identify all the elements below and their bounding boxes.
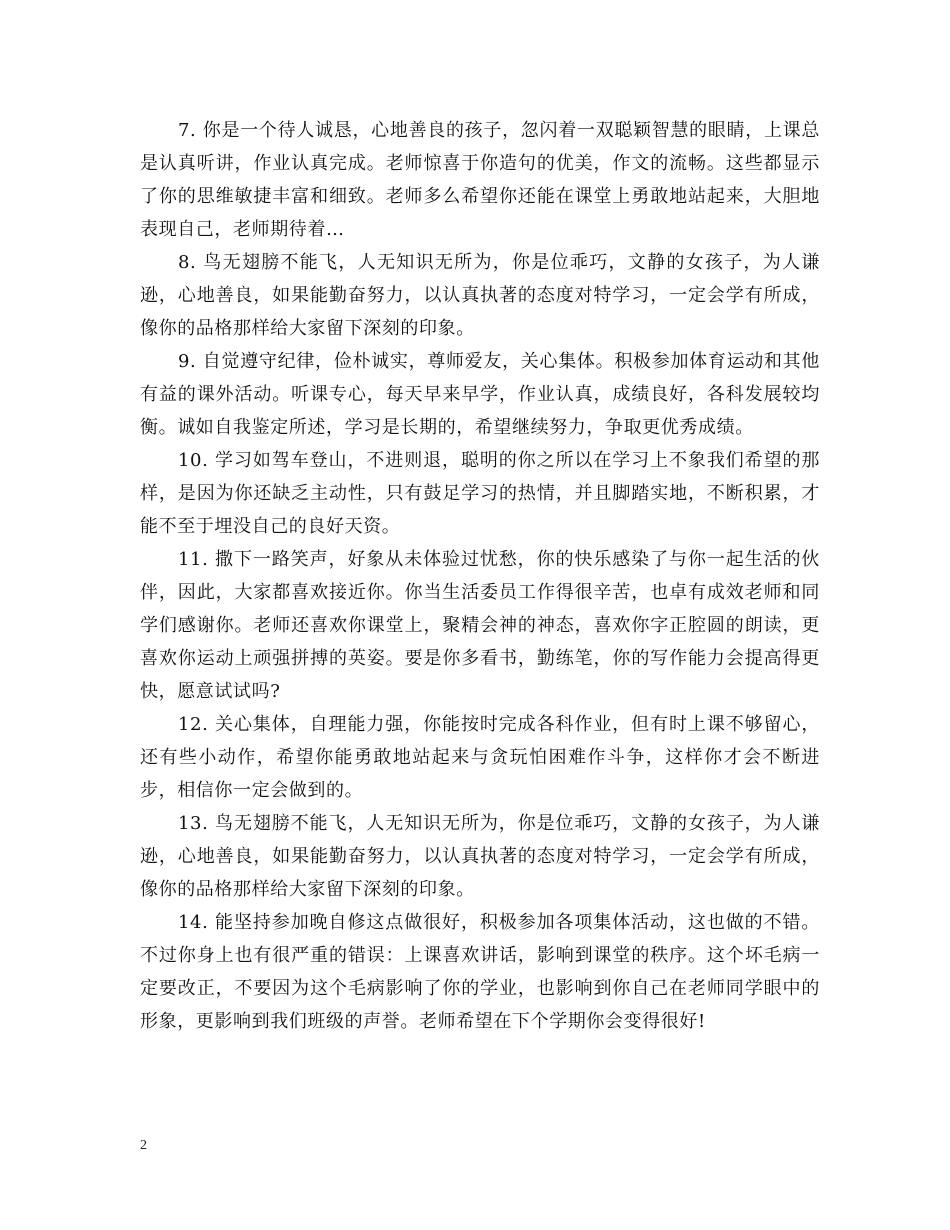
document-body [140, 114, 820, 1038]
comment-paragraph-10: 10. 学习如驾车登山，不进则退，聪明的你之所以在学习上不象我们希望的那样，是因为你还缺乏主动性，只有鼓足学习的热情，并且脚踏实地，不断积累，才能不至于埋没自己的良好天资。 [140, 450, 820, 537]
comment-paragraph-14: 14. 能坚持参加晚自修这点做很好，积极参加各项集体活动，这也做的不错。不过你身上也有很严重的错误：上课喜欢讲话，影响到课堂的秩序。这个坏毛病一定要改正，不要因为这个毛病影响了你的学业，也影响到你自己在老师同学眼中的形象，更影响到我们班级的声誉。老师希望在下个学期你会变得很好! [140, 912, 820, 1032]
comment-paragraph-12: 12. 关心集体，自理能力强，你能按时完成各科作业，但有时上课不够留心，还有些小动作，希望你能勇敢地站起来与贪玩怕困难作斗争，这样你才会不断进步，相信你一定会做到的。 [140, 714, 820, 801]
comment-paragraph-8: 8. 鸟无翅膀不能飞，人无知识无所为，你是位乖巧，文静的女孩子，为人谦逊，心地善良，如果能勤奋努力，以认真执著的态度对特学习，一定会学有所成，像你的品格那样给大家留下深刻的印象。 [140, 252, 820, 339]
comment-paragraph-7: 7. 你是一个待人诚恳，心地善良的孩子，忽闪着一双聪颖智慧的眼睛，上课总是认真听讲，作业认真完成。老师惊喜于你造句的优美，作文的流畅。这些都显示了你的思维敏捷丰富和细致。老师多么希望你还能在课堂上勇敢地站起来，大胆地表现自己，老师期待着… [140, 120, 820, 240]
comment-paragraph-13: 13. 鸟无翅膀不能飞，人无知识无所为，你是位乖巧，文静的女孩子，为人谦逊，心地善良，如果能勤奋努力，以认真执著的态度对特学习，一定会学有所成，像你的品格那样给大家留下深刻的印象。 [140, 813, 820, 900]
comment-paragraph-9: 9. 自觉遵守纪律，俭朴诚实，尊师爱友，关心集体。积极参加体育运动和其他有益的课外活动。听课专心，每天早来早学，作业认真，成绩良好，各科发展较均衡。诚如自我鉴定所述，学习是长期的，希望继续努力，争取更优秀成绩。 [140, 351, 820, 438]
comment-paragraph-11: 11. 撒下一路笑声，好象从未体验过忧愁，你的快乐感染了与你一起生活的伙伴，因此，大家都喜欢接近你。你当生活委员工作得很辛苦，也卓有成效老师和同学们感谢你。老师还喜欢你课堂上，聚精会神的神态，喜欢你字正腔圆的朗读，更喜欢你运动上顽强拼搏的英姿。要是你多看书，勤练笔，你的写作能力会提高得更快，愿意试试吗? [140, 549, 820, 702]
page-number: 2 [140, 1138, 147, 1153]
